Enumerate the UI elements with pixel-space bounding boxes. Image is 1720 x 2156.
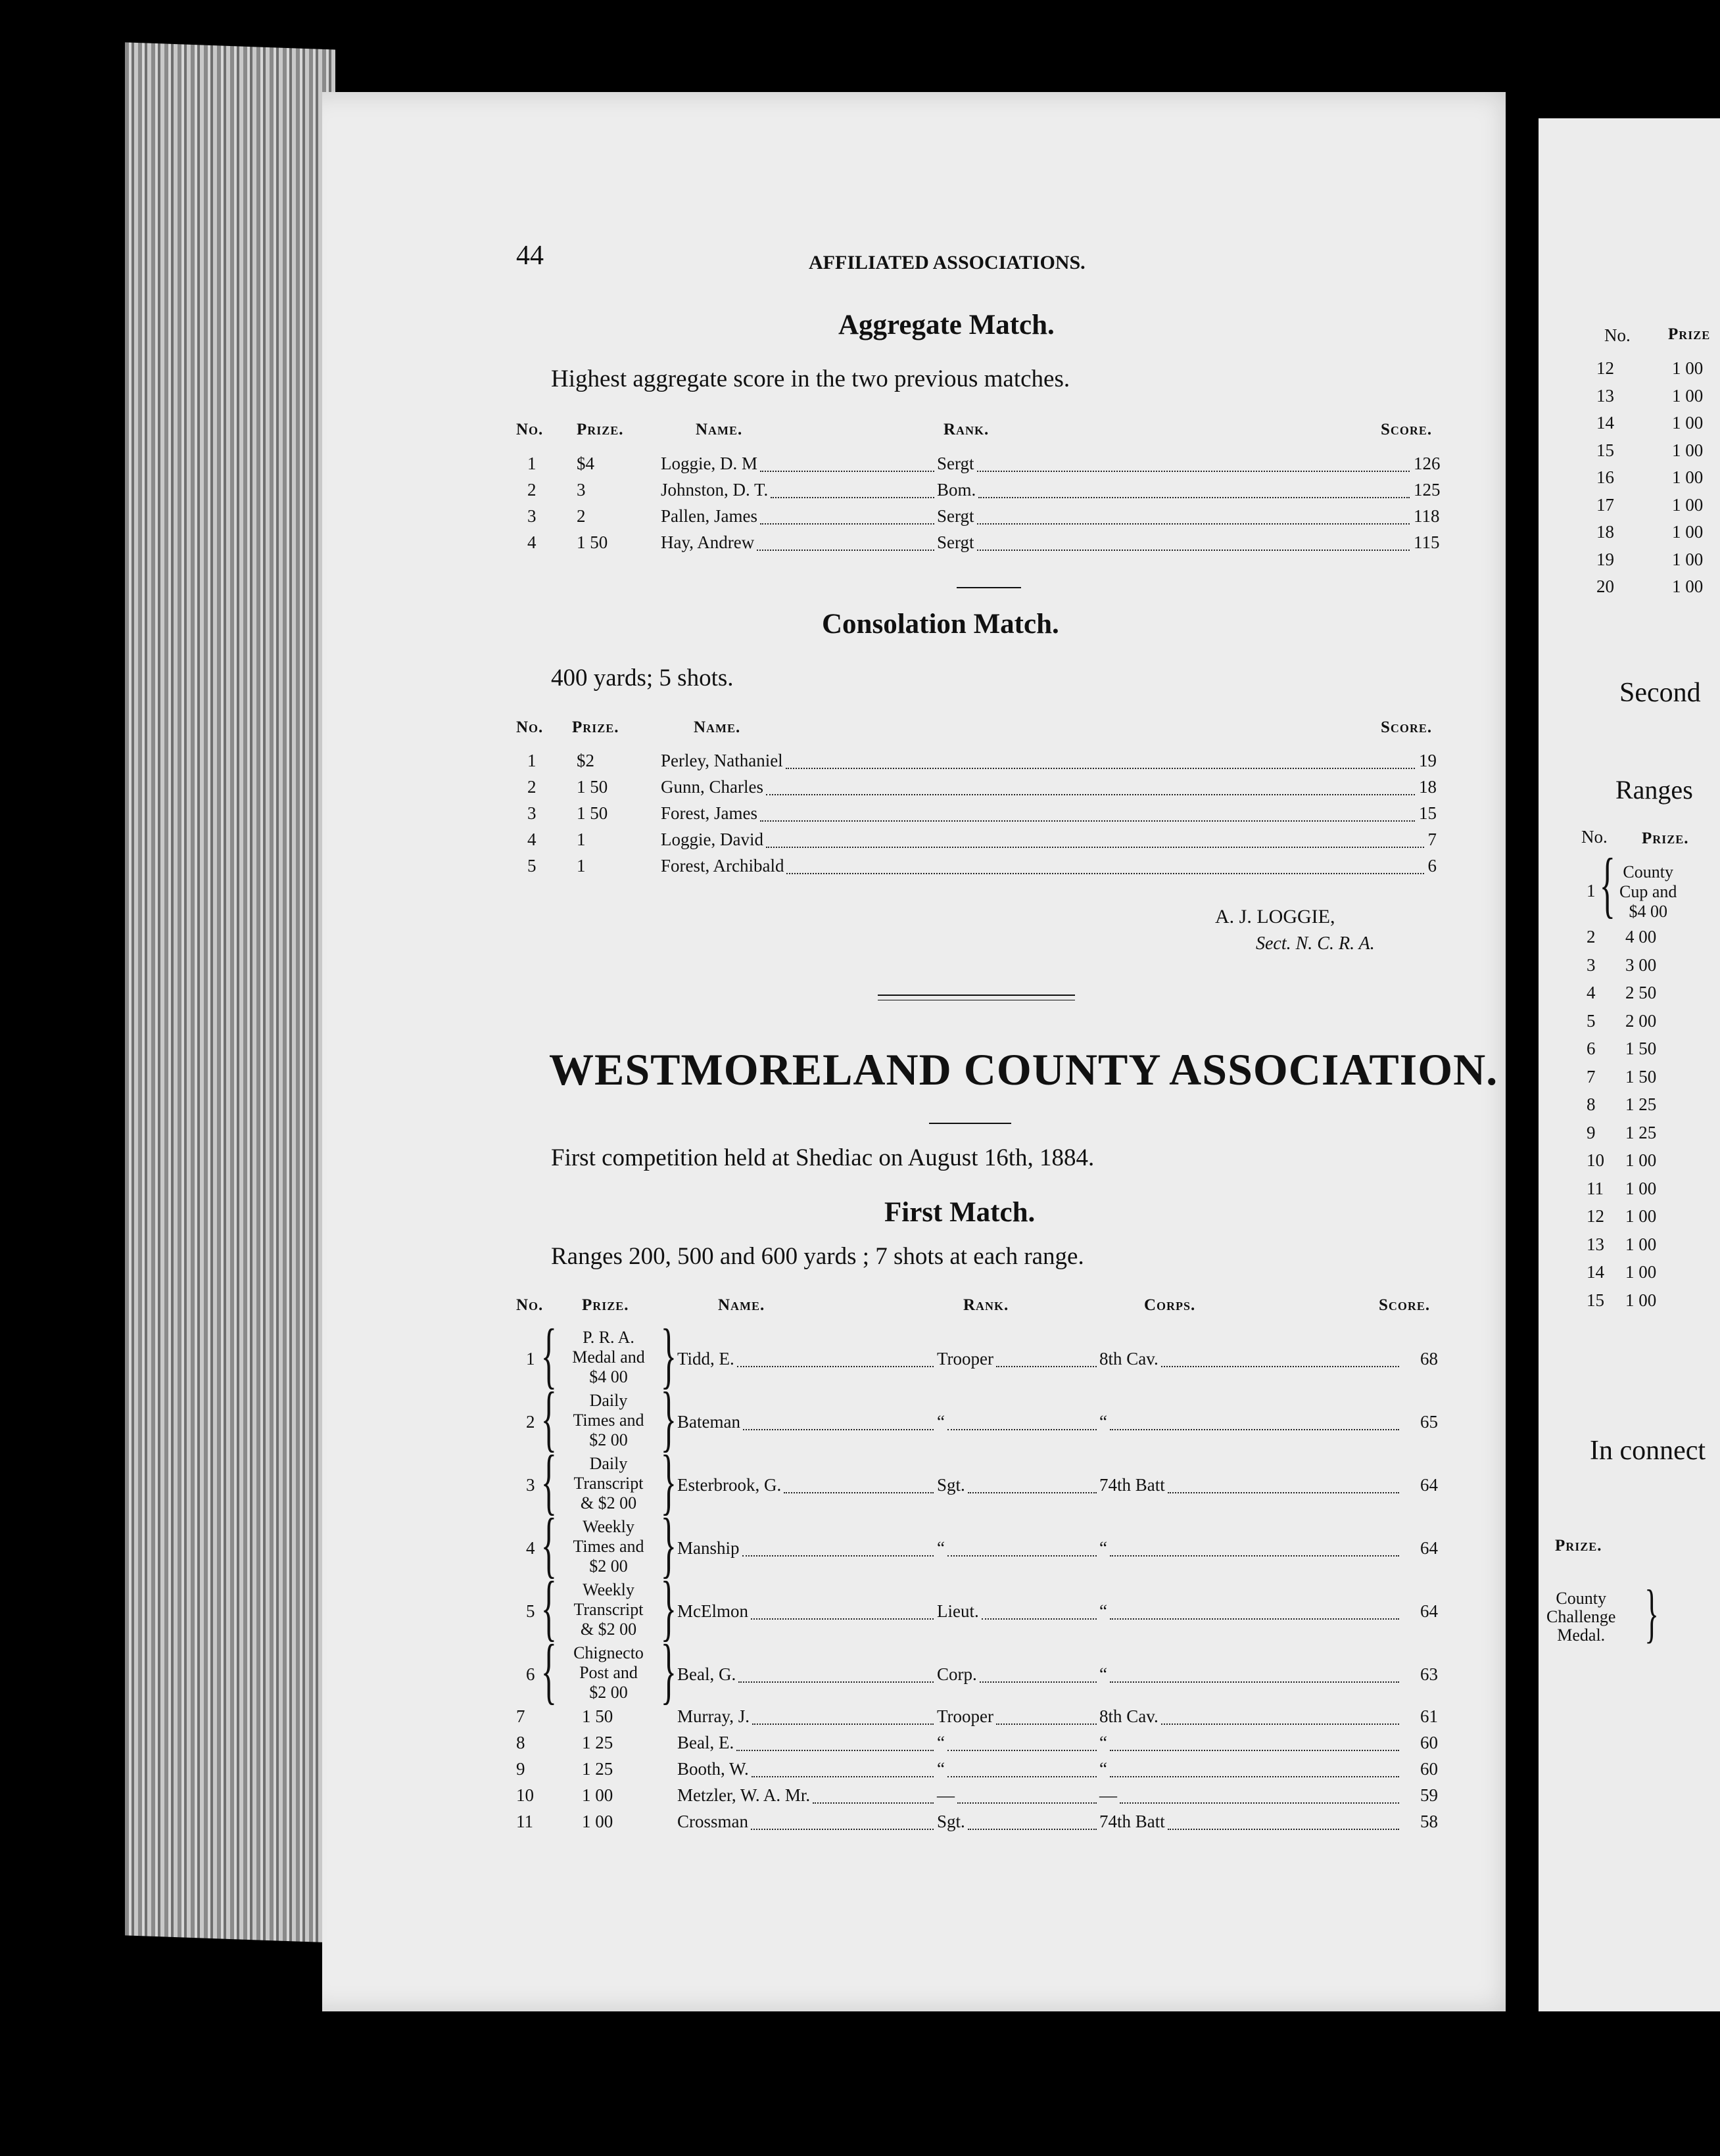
row-prize: 1 50 bbox=[582, 1706, 613, 1726]
first-match-title: First Match. bbox=[884, 1197, 1036, 1228]
consolation-subtitle: 400 yards; 5 shots. bbox=[551, 665, 734, 691]
row-corps: “ bbox=[1099, 1412, 1107, 1432]
dot-leader bbox=[1161, 1723, 1399, 1725]
right-row-prize: 3 00 bbox=[1625, 954, 1657, 975]
row-prize: 1 50 bbox=[577, 803, 608, 823]
dot-leader bbox=[766, 847, 1424, 848]
row-no: 1 bbox=[526, 1349, 535, 1369]
row-score: 64 bbox=[1420, 1475, 1438, 1495]
right-row-no: 7 bbox=[1587, 1066, 1596, 1087]
row-name: Forest, Archibald bbox=[661, 856, 784, 876]
right-row-prize: 1 25 bbox=[1625, 1094, 1657, 1114]
row-rank: Trooper bbox=[937, 1706, 994, 1726]
row-prize: 1 25 bbox=[582, 1733, 613, 1752]
row-no: 5 bbox=[527, 856, 537, 876]
col-prize: Prize. bbox=[577, 421, 624, 438]
right-row-no: 2 bbox=[1587, 927, 1596, 947]
signature-title: Sect. N. C. R. A. bbox=[1256, 933, 1375, 954]
left-brace-glyph: { bbox=[540, 1441, 557, 1522]
row-score: 68 bbox=[1420, 1349, 1438, 1369]
row-no: 4 bbox=[527, 830, 537, 849]
dot-leader bbox=[784, 1492, 934, 1493]
right-in-connect: In connect bbox=[1590, 1436, 1706, 1466]
row-prize: $2 bbox=[577, 751, 594, 770]
row-score: 115 bbox=[1414, 532, 1440, 552]
col-corps: Corps. bbox=[1144, 1296, 1196, 1314]
row-score: 19 bbox=[1419, 751, 1437, 770]
row-score: 64 bbox=[1420, 1538, 1438, 1558]
col-rank: Rank. bbox=[944, 421, 990, 438]
dot-leader bbox=[1110, 1618, 1399, 1620]
row-no: 3 bbox=[526, 1475, 535, 1495]
row-corps: “ bbox=[1099, 1601, 1107, 1621]
row-name: Metzler, W. A. Mr. bbox=[677, 1785, 811, 1805]
right-row-prize: 1 00 bbox=[1625, 1290, 1657, 1310]
row-rank: Sergt bbox=[937, 506, 974, 526]
row-name: Beal, E. bbox=[677, 1733, 734, 1752]
brace-glyph: { bbox=[1599, 844, 1615, 926]
row-score: 60 bbox=[1420, 1733, 1438, 1752]
row-corps: “ bbox=[1099, 1664, 1107, 1684]
row-name: Tidd, E. bbox=[677, 1349, 734, 1369]
row-no: 5 bbox=[526, 1601, 535, 1621]
right-row-no: 18 bbox=[1596, 522, 1614, 542]
row-score: 65 bbox=[1420, 1412, 1438, 1432]
right-row-no: 9 bbox=[1587, 1122, 1596, 1142]
association-title: WESTMORELAND COUNTY ASSOCIATION. bbox=[549, 1044, 1498, 1094]
dot-leader bbox=[1168, 1492, 1399, 1493]
dot-leader bbox=[978, 497, 1410, 498]
row-rank: Lieut. bbox=[937, 1601, 979, 1621]
row-name: Bateman bbox=[677, 1412, 740, 1432]
row-rank: Sgt. bbox=[937, 1812, 965, 1831]
row-score: 126 bbox=[1414, 454, 1441, 473]
right-row-no: 17 bbox=[1596, 494, 1614, 515]
right-brace-glyph: } bbox=[660, 1315, 677, 1396]
right-col-prize: Prize bbox=[1668, 325, 1711, 343]
right-row-no: 12 bbox=[1587, 1206, 1604, 1226]
left-brace-glyph: { bbox=[540, 1315, 557, 1396]
row-name: Loggie, David bbox=[661, 830, 763, 849]
title-rule bbox=[929, 1123, 1011, 1124]
right-brace-glyph: } bbox=[660, 1441, 677, 1522]
row-prize: 1 50 bbox=[577, 777, 608, 797]
row-no: 3 bbox=[527, 506, 537, 526]
right-row-no: 13 bbox=[1596, 385, 1614, 406]
row-rank: Sergt bbox=[937, 454, 974, 473]
dot-leader bbox=[968, 1829, 1097, 1830]
row-no: 6 bbox=[526, 1664, 535, 1684]
dot-leader bbox=[1110, 1681, 1399, 1683]
right-first-prize: County Cup and $4 00 bbox=[1619, 862, 1677, 921]
aggregate-subtitle: Highest aggregate score in the two previous matches. bbox=[551, 365, 1070, 392]
row-score: 58 bbox=[1420, 1812, 1438, 1831]
dot-leader bbox=[786, 768, 1415, 769]
row-prize: 1 bbox=[577, 830, 586, 849]
dot-leader bbox=[957, 1802, 1097, 1804]
dot-leader bbox=[968, 1492, 1097, 1493]
row-prize: Weekly Transcript & $2 00 bbox=[573, 1580, 644, 1639]
right-row-no: 20 bbox=[1596, 576, 1614, 596]
col-score: Score. bbox=[1381, 421, 1433, 438]
dot-leader bbox=[771, 497, 934, 498]
row-no: 4 bbox=[527, 532, 537, 552]
signature: A. J. LOGGIE, bbox=[1215, 906, 1335, 927]
left-brace-glyph: { bbox=[540, 1630, 557, 1712]
row-score: 118 bbox=[1414, 506, 1440, 526]
right-row-prize: 1 00 bbox=[1672, 358, 1704, 378]
row-score: 63 bbox=[1420, 1664, 1438, 1684]
row-name: Gunn, Charles bbox=[661, 777, 763, 797]
row-prize: Daily Times and $2 00 bbox=[573, 1391, 644, 1449]
row-score: 59 bbox=[1420, 1785, 1438, 1805]
section-rule bbox=[957, 587, 1021, 588]
right-row-no: 19 bbox=[1596, 549, 1614, 569]
row-name: McElmon bbox=[677, 1601, 748, 1621]
consolation-title: Consolation Match. bbox=[822, 609, 1059, 640]
row-no: 2 bbox=[527, 777, 537, 797]
dot-leader bbox=[947, 1750, 1097, 1751]
right-row-prize: 1 00 bbox=[1625, 1234, 1657, 1254]
row-prize: Chignecto Post and $2 00 bbox=[573, 1643, 644, 1702]
right-second: Second bbox=[1619, 678, 1701, 708]
right-row-no: 5 bbox=[1587, 1010, 1596, 1031]
dot-leader bbox=[1120, 1802, 1399, 1804]
page-number: 44 bbox=[516, 241, 544, 271]
dot-leader bbox=[738, 1681, 934, 1683]
right-row-no: 10 bbox=[1587, 1150, 1604, 1170]
col-name: Name. bbox=[696, 421, 743, 438]
row-corps: 74th Batt bbox=[1099, 1812, 1165, 1831]
right-row-no: 14 bbox=[1587, 1262, 1604, 1282]
row-rank: “ bbox=[937, 1538, 945, 1558]
row-no: 3 bbox=[527, 803, 537, 823]
row-prize: $4 bbox=[577, 454, 594, 473]
row-score: 15 bbox=[1419, 803, 1437, 823]
row-prize: 1 00 bbox=[582, 1785, 613, 1805]
row-name: Pallen, James bbox=[661, 506, 757, 526]
right-mid-no: No. bbox=[1581, 827, 1608, 847]
right-row-prize: 2 50 bbox=[1625, 983, 1657, 1002]
right-row-no: 3 bbox=[1587, 954, 1596, 975]
left-brace-glyph: { bbox=[540, 1378, 557, 1459]
row-prize: 1 50 bbox=[577, 532, 608, 552]
dot-leader bbox=[751, 1618, 934, 1620]
right-mid-prize: Prize. bbox=[1642, 830, 1689, 847]
dot-leader bbox=[996, 1366, 1097, 1367]
dot-leader bbox=[760, 523, 934, 525]
row-prize: 1 25 bbox=[582, 1759, 613, 1779]
dot-leader bbox=[760, 471, 934, 472]
row-rank: “ bbox=[937, 1733, 945, 1752]
right-row-no: 6 bbox=[1587, 1039, 1596, 1058]
row-prize: 3 bbox=[577, 480, 586, 500]
right-row-prize: 2 00 bbox=[1625, 1010, 1657, 1031]
row-name: Beal, G. bbox=[677, 1664, 736, 1684]
right-row-prize: 1 00 bbox=[1625, 1262, 1657, 1282]
row-name: Crossman bbox=[677, 1812, 748, 1831]
dot-leader bbox=[982, 1618, 1097, 1620]
row-no: 7 bbox=[516, 1706, 525, 1726]
right-prize-label: Prize. bbox=[1555, 1537, 1602, 1555]
row-corps: — bbox=[1099, 1785, 1117, 1805]
right-row-no: 11 bbox=[1587, 1178, 1604, 1198]
right-row-prize: 1 25 bbox=[1625, 1122, 1657, 1142]
row-score: 6 bbox=[1427, 856, 1437, 876]
col-name: Name. bbox=[694, 718, 741, 736]
right-row-no: 8 bbox=[1587, 1094, 1596, 1114]
row-score: 18 bbox=[1419, 777, 1437, 797]
row-rank: Sergt bbox=[937, 532, 974, 552]
dot-leader bbox=[757, 550, 934, 551]
row-corps: “ bbox=[1099, 1733, 1107, 1752]
aggregate-title: Aggregate Match. bbox=[838, 310, 1055, 340]
row-name: Perley, Nathaniel bbox=[661, 751, 783, 770]
right-col-no: No. bbox=[1604, 325, 1631, 345]
row-score: 61 bbox=[1420, 1706, 1438, 1726]
row-corps: 74th Batt bbox=[1099, 1475, 1165, 1495]
left-brace-glyph: { bbox=[540, 1504, 557, 1585]
dot-leader bbox=[1110, 1429, 1399, 1430]
right-row-prize: 1 00 bbox=[1672, 440, 1704, 460]
dot-leader bbox=[737, 1366, 934, 1367]
row-corps: “ bbox=[1099, 1759, 1107, 1779]
first-match-subtitle: Ranges 200, 500 and 600 yards ; 7 shots at each range. bbox=[551, 1243, 1084, 1270]
right-row-prize: 1 00 bbox=[1625, 1206, 1657, 1226]
dot-leader bbox=[977, 471, 1410, 472]
right-row-prize: 1 00 bbox=[1672, 494, 1704, 515]
row-score: 64 bbox=[1420, 1601, 1438, 1621]
right-brace-glyph: } bbox=[660, 1630, 677, 1712]
row-score: 7 bbox=[1427, 830, 1437, 849]
row-no: 2 bbox=[527, 480, 537, 500]
right-row-prize: 1 00 bbox=[1672, 522, 1704, 542]
dot-leader bbox=[947, 1555, 1097, 1557]
row-name: Johnston, D. T. bbox=[661, 480, 769, 500]
right-row-prize: 1 50 bbox=[1625, 1066, 1657, 1087]
right-row-no: 4 bbox=[1587, 983, 1596, 1002]
col-prize: Prize. bbox=[572, 718, 619, 736]
dot-leader bbox=[977, 550, 1410, 551]
col-score: Score. bbox=[1381, 718, 1433, 736]
right-brace-glyph: } bbox=[660, 1378, 677, 1459]
row-prize: 1 bbox=[577, 856, 586, 876]
row-prize: Daily Transcript & $2 00 bbox=[573, 1454, 644, 1512]
row-prize: 2 bbox=[577, 506, 586, 526]
row-no: 8 bbox=[516, 1733, 525, 1752]
dot-leader bbox=[996, 1723, 1097, 1725]
row-corps: “ bbox=[1099, 1538, 1107, 1558]
row-corps: 8th Cav. bbox=[1099, 1349, 1159, 1369]
row-no: 1 bbox=[527, 751, 537, 770]
right-row-prize: 1 00 bbox=[1672, 413, 1704, 433]
row-rank: “ bbox=[937, 1759, 945, 1779]
right-row-prize: 4 00 bbox=[1625, 927, 1657, 947]
col-score: Score. bbox=[1379, 1296, 1431, 1314]
book-page-edges bbox=[125, 42, 335, 1942]
row-name: Loggie, D. M bbox=[661, 454, 757, 473]
dot-leader bbox=[947, 1429, 1097, 1430]
row-rank: Trooper bbox=[937, 1349, 994, 1369]
dot-leader bbox=[813, 1802, 934, 1804]
row-score: 60 bbox=[1420, 1759, 1438, 1779]
dot-leader bbox=[752, 1723, 934, 1725]
row-prize: 1 00 bbox=[582, 1812, 613, 1831]
dot-leader bbox=[751, 1829, 934, 1830]
row-no: 9 bbox=[516, 1759, 525, 1779]
row-prize: P. R. A. Medal and $4 00 bbox=[572, 1328, 645, 1386]
dot-leader bbox=[1161, 1366, 1399, 1367]
dot-leader bbox=[766, 794, 1415, 795]
dot-leader bbox=[760, 820, 1415, 822]
right-first-no: 1 bbox=[1587, 881, 1596, 901]
row-name: Forest, James bbox=[661, 803, 757, 823]
row-no: 2 bbox=[526, 1412, 535, 1432]
double-rule-top bbox=[878, 995, 1075, 996]
row-no: 10 bbox=[516, 1785, 534, 1805]
row-no: 4 bbox=[526, 1538, 535, 1558]
col-name: Name. bbox=[718, 1296, 765, 1314]
dot-leader bbox=[1110, 1750, 1399, 1751]
dot-leader bbox=[1110, 1555, 1399, 1557]
col-no: No. bbox=[516, 1296, 544, 1314]
row-rank: Corp. bbox=[937, 1664, 977, 1684]
row-rank: Sgt. bbox=[937, 1475, 965, 1495]
row-name: Booth, W. bbox=[677, 1759, 749, 1779]
dot-leader bbox=[742, 1555, 934, 1557]
right-row-no: 15 bbox=[1587, 1290, 1604, 1310]
right-row-prize: 1 00 bbox=[1672, 385, 1704, 406]
right-row-no: 16 bbox=[1596, 467, 1614, 487]
right-brace-glyph: } bbox=[660, 1567, 677, 1649]
right-brace-glyph: } bbox=[1644, 1576, 1659, 1649]
row-rank: “ bbox=[937, 1412, 945, 1432]
col-rank: Rank. bbox=[963, 1296, 1009, 1314]
row-name: Esterbrook, G. bbox=[677, 1475, 782, 1495]
left-brace-glyph: { bbox=[540, 1567, 557, 1649]
dot-leader bbox=[743, 1429, 934, 1430]
dot-leader bbox=[977, 523, 1410, 525]
dot-leader bbox=[1110, 1776, 1399, 1777]
dot-leader bbox=[947, 1776, 1097, 1777]
right-ranges: Ranges bbox=[1615, 775, 1693, 805]
dot-leader bbox=[786, 873, 1423, 874]
col-prize: Prize. bbox=[582, 1296, 629, 1314]
right-medal: County Challenge Medal. bbox=[1546, 1589, 1616, 1645]
dot-leader bbox=[752, 1776, 934, 1777]
row-name: Manship bbox=[677, 1538, 740, 1558]
right-row-no: 13 bbox=[1587, 1234, 1604, 1254]
right-row-prize: 1 00 bbox=[1672, 576, 1704, 596]
right-row-no: 15 bbox=[1596, 440, 1614, 460]
right-row-prize: 1 50 bbox=[1625, 1039, 1657, 1058]
col-no: No. bbox=[516, 718, 544, 736]
right-row-prize: 1 00 bbox=[1625, 1178, 1657, 1198]
row-no: 1 bbox=[527, 454, 537, 473]
right-row-no: 12 bbox=[1596, 358, 1614, 378]
row-name: Hay, Andrew bbox=[661, 532, 755, 552]
right-brace-glyph: } bbox=[660, 1504, 677, 1585]
row-corps: 8th Cav. bbox=[1099, 1706, 1159, 1726]
dot-leader bbox=[1168, 1829, 1399, 1830]
right-row-prize: 1 00 bbox=[1625, 1150, 1657, 1170]
row-prize: Weekly Times and $2 00 bbox=[573, 1517, 644, 1576]
col-no: No. bbox=[516, 421, 544, 438]
right-row-no: 14 bbox=[1596, 413, 1614, 433]
running-head: AFFILIATED ASSOCIATIONS. bbox=[809, 252, 1086, 273]
right-row-prize: 1 00 bbox=[1672, 467, 1704, 487]
row-rank: — bbox=[937, 1785, 955, 1805]
row-no: 11 bbox=[516, 1812, 533, 1831]
dot-leader bbox=[980, 1681, 1097, 1683]
row-rank: Bom. bbox=[937, 480, 976, 500]
row-name: Murray, J. bbox=[677, 1706, 750, 1726]
dot-leader bbox=[736, 1750, 934, 1751]
right-row-prize: 1 00 bbox=[1672, 549, 1704, 569]
competition-intro: First competition held at Shediac on August 16th, 1884. bbox=[551, 1144, 1095, 1171]
row-score: 125 bbox=[1414, 480, 1441, 500]
